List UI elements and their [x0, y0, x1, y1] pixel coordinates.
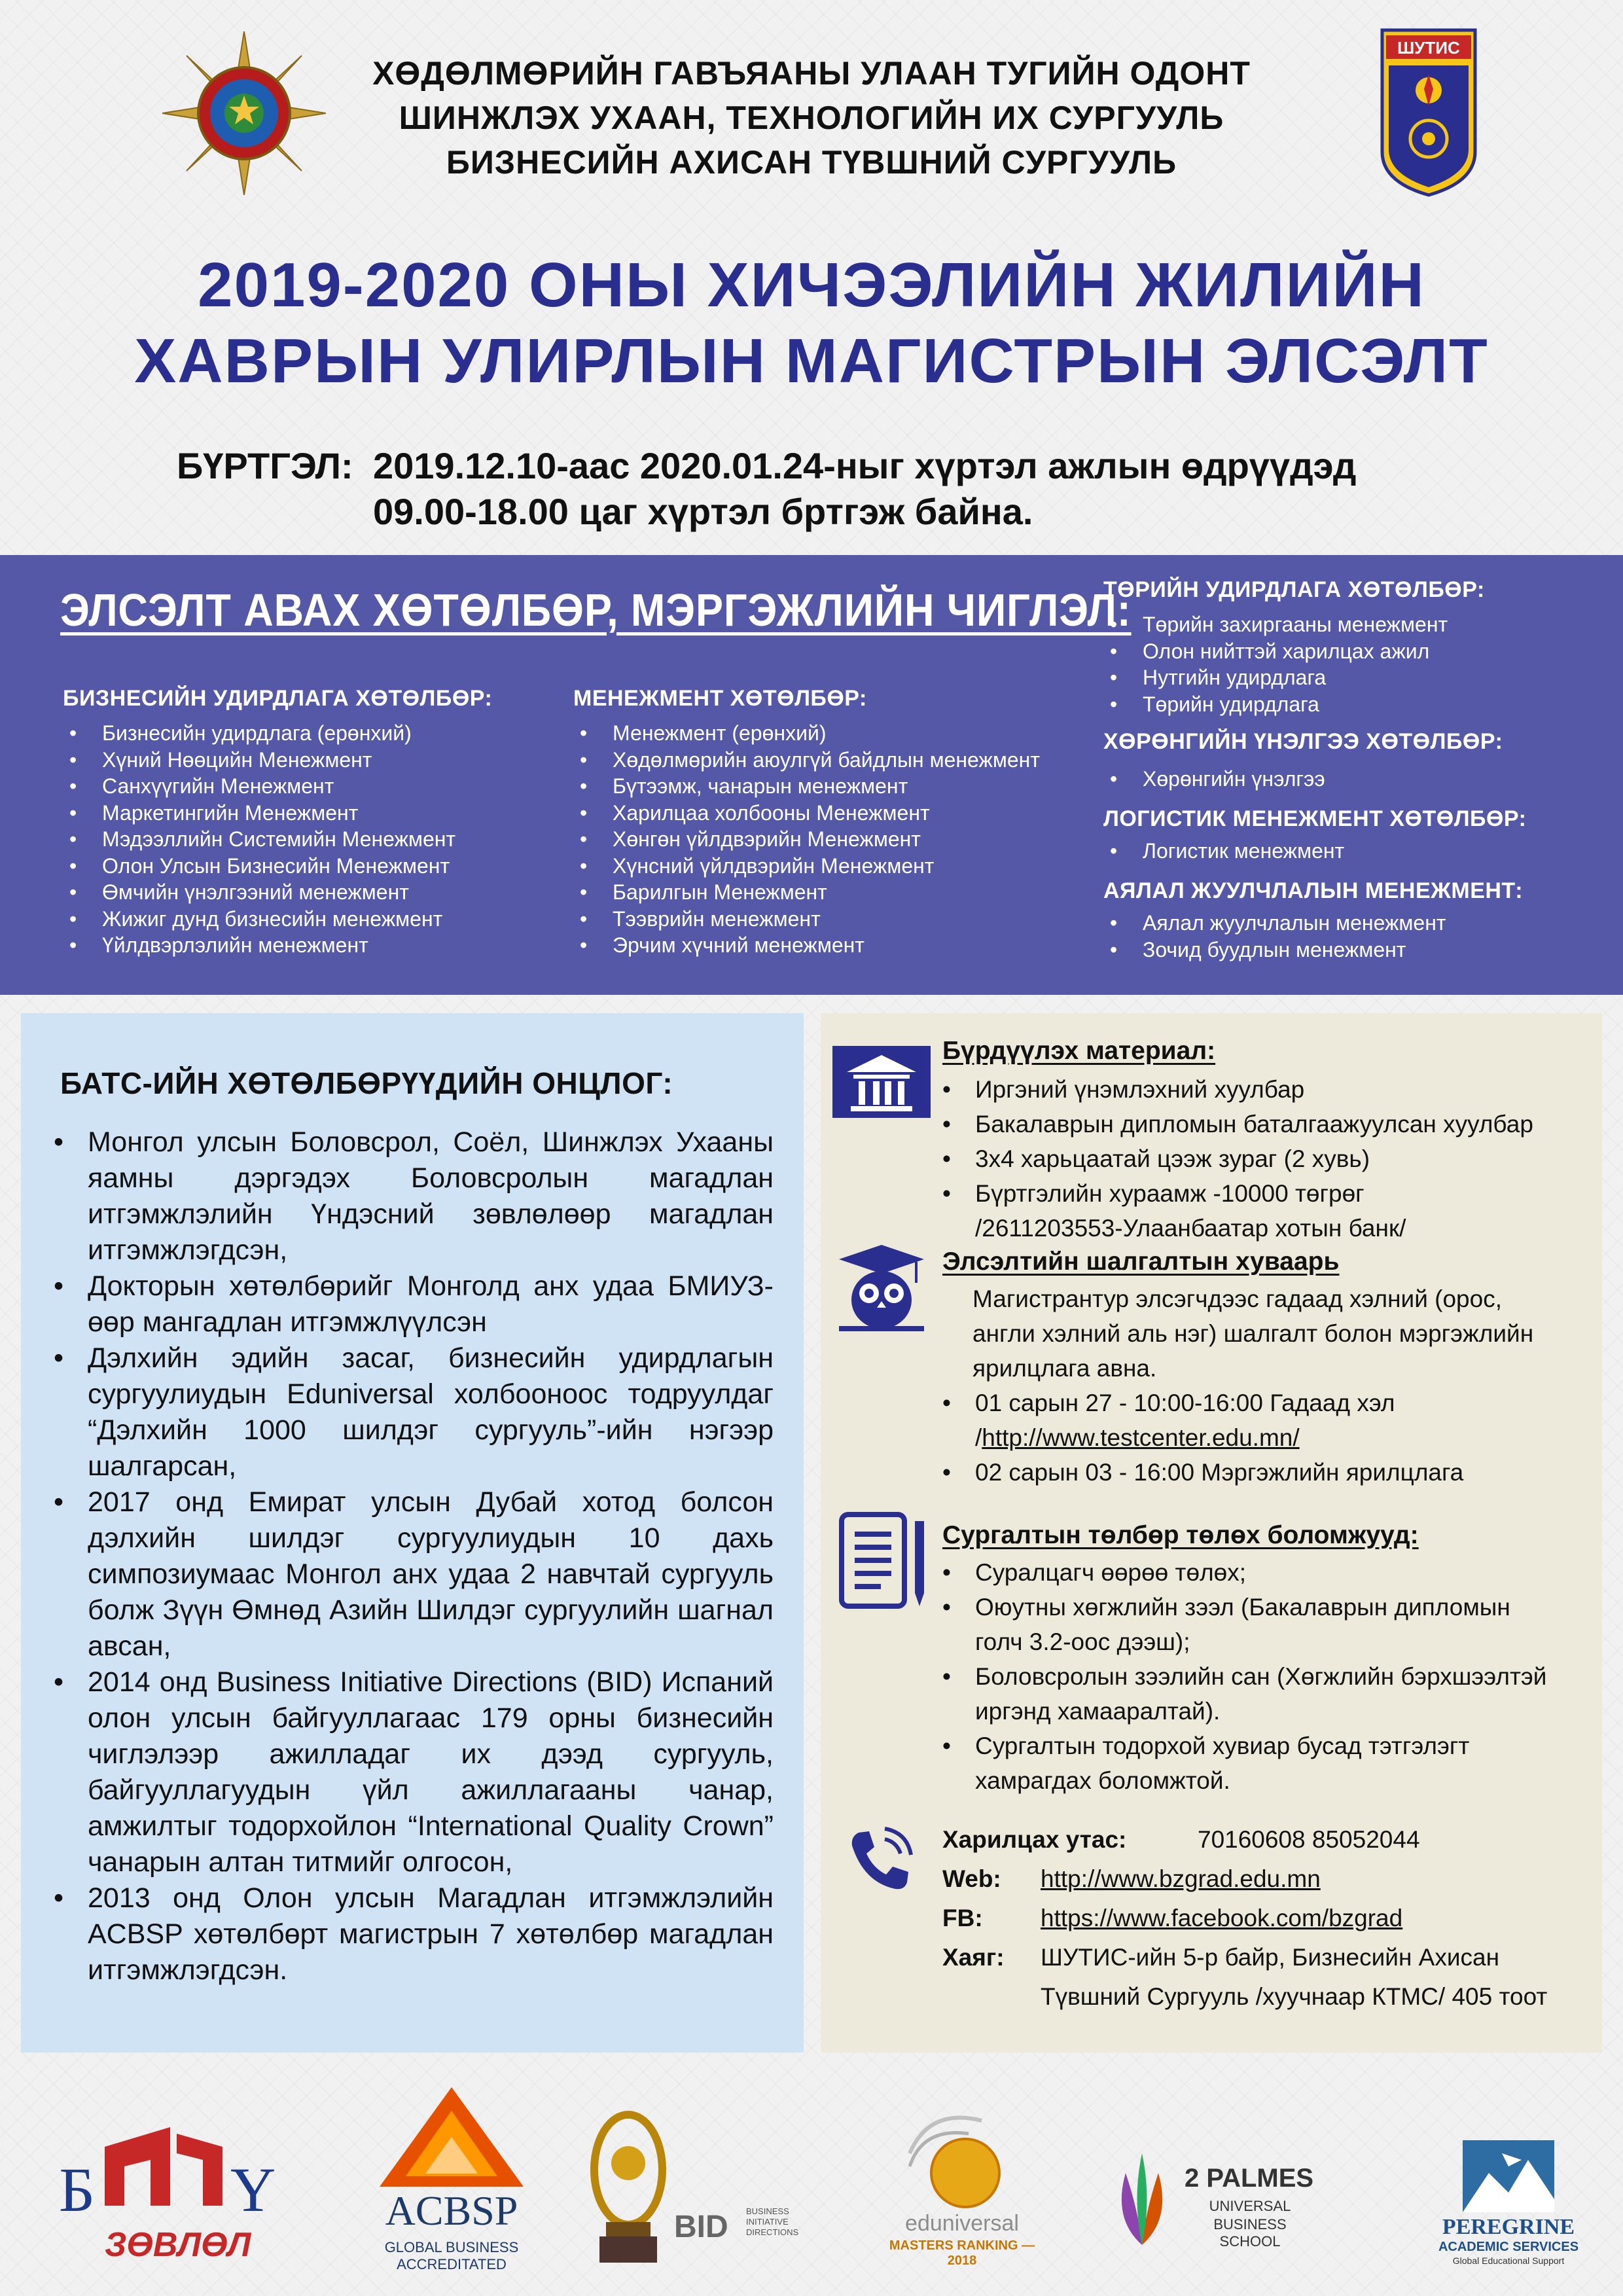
peregrine-text-1: PEREGRINE [1442, 2215, 1575, 2239]
exam-schedule-list [937, 1386, 1463, 1490]
list-item: • Мэдээллийн Системийн Менежмент [63, 826, 455, 853]
list-item: • Эрчим хүчний менежмент [573, 932, 1040, 959]
palmes-text-3: BUSINESS SCHOOL [1213, 2216, 1287, 2250]
list-item: хамрагдах боломжтой. [975, 1767, 1230, 1794]
institution-icon [832, 1046, 931, 1118]
list-item: • Иргэний үнэмлэхний хуулбар [937, 1072, 1533, 1107]
management-program-title: МЕНЕЖМЕНТ ХӨТӨЛБӨР: [573, 686, 867, 711]
contact-address-row [942, 1940, 1499, 1975]
features-list [47, 1124, 774, 1988]
phone-label: Харилцах утас: [942, 1826, 1127, 1853]
list-item: • Төрийн захиргааны менежмент [1103, 611, 1448, 638]
bid-text: BID [674, 2210, 728, 2244]
list-item: иргэнд хамааралтай). [975, 1698, 1221, 1725]
peregrine-logo [1427, 2140, 1590, 2271]
registration-label: БҮРТГЭЛ: [177, 445, 353, 486]
bmiuz-logo [59, 2121, 276, 2265]
list-item: голч 3.2-оос дээш); [975, 1628, 1190, 1655]
header-line-3: БИЗНЕСИЙН АХИСАН ТҮВШНИЙ СУРГУУЛЬ [446, 144, 1177, 181]
peregrine-text-3: Global Educational Support [1452, 2255, 1565, 2266]
list-item: • Аялал жуулчлалын менежмент [1103, 910, 1446, 937]
contact-web-row [942, 1861, 1321, 1896]
bid-logo [582, 2111, 818, 2268]
eduniversal-text: eduniversal [905, 2211, 1019, 2236]
list-item: • 2017 онд Емират улсын Дубай хотод болсон дэлхийн шилдэг сургуулиудын 10 дахь симпозиумаас Монгол анх удаа 2 навчтай сургууль болж Зүүн Өмнөд Азийн Шилдэг сургуулийн шагнал авсан, [47, 1484, 774, 1664]
peregrine-text-2: ACADEMIC SERVICES [1438, 2240, 1579, 2254]
list-item: • Нутгийн удирдлага [1103, 664, 1448, 691]
facebook-link[interactable]: https://www.facebook.com/bzgrad [1041, 1905, 1403, 1931]
acbsp-sub-2: ACCREDITATED [397, 2256, 507, 2272]
list-item: • Менежмент (ерөнхий) [573, 720, 1040, 747]
link-prefix: / [975, 1424, 982, 1451]
web-label: Web: [942, 1865, 1001, 1892]
list-item: • Дэлхийн эдийн засаг, бизнесийн удирдлагын сургуулиудын Eduniversal холбооноос тодруулдаг “Дэлхийн 1000 шилдэг сургууль”-ийн нэгээр шалгарсан, [47, 1340, 774, 1484]
list-item: • Хөдөлмөрийн аюулгүй байдлын менежмент [573, 747, 1040, 774]
list-item: • Бакалаврын дипломын баталгаажуулсан хуулбар [937, 1107, 1533, 1141]
acbsp-text: ACBSP [385, 2187, 518, 2234]
programs-heading: ЭЛСЭЛТ АВАХ ХӨТӨЛБӨР, МЭРГЭЖЛИЙН ЧИГЛЭЛ: [60, 584, 1132, 636]
title-line-1: 2019-2020 ОНЫ ХИЧЭЭЛИЙН ЖИЛИЙН [198, 250, 1425, 320]
list-item: • Зочид буудлын менежмент [1103, 937, 1446, 963]
list-item: • Харилцаа холбооны Менежмент [573, 800, 1040, 827]
logistics-program-title: ЛОГИСТИК МЕНЕЖМЕНТ ХӨТӨЛБӨР: [1103, 806, 1527, 831]
registration-line-1: 2019.12.10-аас 2020.01.24-ныг хүртэл ажлын өдрүүдэд [373, 445, 1357, 486]
business-program-list [63, 720, 455, 959]
list-item: • Хүнсний үйлдвэрийн Менежмент [573, 853, 1040, 880]
header-line-1: ХӨДӨЛМӨРИЙН ГАВЪЯАНЫ УЛААН ТУГИЙН ОДОНТ [372, 55, 1251, 92]
list-item: • Хөрөнгийн үнэлгээ [1103, 766, 1325, 793]
list-item: • Хүний Нөөцийн Менежмент [63, 747, 455, 774]
bid-sub: BUSINESS INITIATIVE DIRECTIONS [746, 2206, 799, 2237]
must-logo-text: ШУТИС [1397, 38, 1460, 58]
list-item: • Бүтээмж, чанарын менежмент [573, 773, 1040, 800]
list-item: • 2013 онд Олон улсын Магадлан итгэмжлэлийн ACBSP хөтөлбөрт магистрын 7 хөтөлбөр магадлан итгэмжлэгдсэн. [47, 1880, 774, 1988]
payment-heading: Сургалтын төлбөр төлөх боломжууд: [942, 1521, 1419, 1549]
palmes-text-2: UNIVERSAL [1209, 2198, 1291, 2214]
owl-graduate-icon [832, 1242, 931, 1334]
payment-list [937, 1555, 1546, 1798]
list-item: • Олон Улсын Бизнесийн Менежмент [63, 853, 455, 880]
programs-band [0, 555, 1623, 995]
list-item: • Логистик менежмент [1103, 838, 1344, 865]
list-item: • 3х4 харьцаатай цээж зураг (2 хувь) [937, 1141, 1533, 1176]
list-item [937, 1420, 1463, 1455]
exam-intro-3: ярилцлага авна. [972, 1355, 1157, 1382]
list-item: • Төрийн удирдлага [1103, 691, 1448, 718]
list-item: • Барилгын Менежмент [573, 879, 1040, 906]
public-program-title: ТӨРИЙН УДИРДЛАГА ХӨТӨЛБӨР: [1103, 577, 1485, 602]
tourism-program-list [1103, 910, 1446, 963]
testcenter-link[interactable]: http://www.testcenter.edu.mn/ [982, 1424, 1300, 1451]
list-item: • Маркетингийн Менежмент [63, 800, 455, 827]
list-item: • Үйлдвэрлэлийн менежмент [63, 932, 455, 959]
public-program-list [1103, 611, 1448, 717]
exam-heading: Элсэлтийн шалгалтын хуваарь [942, 1247, 1340, 1276]
business-program-title: БИЗНЕСИЙН УДИРДЛАГА ХӨТӨЛБӨР: [63, 686, 493, 711]
web-link[interactable]: http://www.bzgrad.edu.mn [1041, 1865, 1321, 1892]
eduniversal-sub: MASTERS RANKING — 2018 [889, 2238, 1035, 2268]
logistics-program-list [1103, 838, 1344, 865]
list-item: • Оюутны хөгжлийн зээл (Бакалаврын дипломын [937, 1590, 1546, 1624]
contact-phone-row [942, 1822, 1420, 1857]
registration-line-2: 09.00-18.00 цаг хүртэл бртгэж байна. [373, 491, 1033, 532]
phone-icon [844, 1825, 916, 1897]
list-item: • Бизнесийн удирдлага (ерөнхий) [63, 720, 455, 747]
list-item: • Өмчийн үнэлгээний менежмент [63, 879, 455, 906]
header-line-2: ШИНЖЛЭХ УХААН, ТЕХНОЛОГИЙН ИХ СУРГУУЛЬ [399, 99, 1224, 136]
bmiuz-letter-b: Б [59, 2155, 96, 2225]
list-item: • 01 сарын 27 - 10:00-16:00 Гадаад хэл [937, 1386, 1463, 1420]
acbsp-sub-1: GLOBAL BUSINESS [384, 2239, 519, 2255]
contact-fb-row [942, 1901, 1402, 1935]
list-item: • Тээврийн менежмент [573, 906, 1040, 933]
eduniversal-logo [883, 2101, 1041, 2271]
bmiuz-letter-y: Y [230, 2155, 276, 2225]
palmes-text-1: 2 PALMES [1185, 2164, 1314, 2193]
exam-intro-1: Магистрантур элсэгчдээс гадаад хэлний (орос, [972, 1285, 1502, 1312]
list-item: • Суралцагч өөрөө төлөх; [937, 1555, 1546, 1590]
property-program-list [1103, 766, 1325, 793]
list-item: • Докторын хөтөлбөрийг Монголд анх удаа БМИУЗ-өөр мангадлан итгэмжлүүлсэн [47, 1268, 774, 1340]
list-item: • Сургалтын тодорхой хувиар бусад тэтгэлэгт [937, 1729, 1546, 1763]
phone-numbers: 70160608 85052044 [1198, 1826, 1420, 1853]
must-logo [1380, 27, 1478, 198]
list-item: • Санхүүгийн Менежмент [63, 773, 455, 800]
list-item: • Олон нийттэй харилцах ажил [1103, 638, 1448, 665]
exam-intro-2: англи хэлний аль нэг) шалгалт болон мэргэжлийн [972, 1320, 1534, 1347]
list-item: • Бүртгэлийн хураамж -10000 төгрөг [937, 1176, 1533, 1211]
info-box [821, 1013, 1602, 2053]
fb-label: FB: [942, 1905, 983, 1931]
materials-list [937, 1072, 1533, 1246]
address-label: Хаяг: [942, 1944, 1005, 1971]
bmiuz-text: ЗӨВЛӨЛ [105, 2226, 251, 2264]
address-line-1: ШУТИС-ийн 5-р байр, Бизнесийн Ахисан [1041, 1944, 1500, 1971]
list-item: • Хөнгөн үйлдвэрийн Менежмент [573, 826, 1040, 853]
document-pen-icon [839, 1512, 931, 1610]
features-box [21, 1013, 804, 2053]
list-item: • Жижиг дунд бизнесийн менежмент [63, 906, 455, 933]
list-item: • Монгол улсын Боловсрол, Соёл, Шинжлэх Ухааны яамны дэргэдэх Боловсролын магадлан итгэмжлэлийн Үндэсний зөвлөлөөр магадлан итгэмжлэгдсэн, [47, 1124, 774, 1268]
list-item: • 02 сарын 03 - 16:00 Мэргэжлийн ярилцлага [937, 1455, 1463, 1490]
address-line-2: Түвшний Сургууль /хуучнаар КТМС/ 405 тоот [1041, 1983, 1548, 2010]
acbsp-logo [366, 2085, 537, 2274]
list-item: /2611203553-Улаанбаатар хотын банк/ [975, 1215, 1406, 1242]
list-item: • Боловсролын зээлийн сан (Хөгжлийн бэрхшээлтэй [937, 1659, 1546, 1694]
tourism-program-title: АЯЛАЛ ЖУУЛЧЛАЛЫН МЕНЕЖМЕНТ: [1103, 878, 1524, 903]
property-program-title: ХӨРӨНГИЙН ҮНЭЛГЭЭ ХӨТӨЛБӨР: [1103, 729, 1503, 754]
features-heading: БАТС-ИЙН ХӨТӨЛБӨРҮҮДИЙН ОНЦЛОГ: [60, 1066, 673, 1100]
palmes-logo [1106, 2140, 1329, 2265]
materials-heading: Бүрдүүлэх материал: [942, 1037, 1216, 1065]
list-item: • 2014 онд Business Initiative Directions (BID) Испаний олон улсын байгууллагаас 179 орны бизнесийн чиглэлээр ажилладаг их дээд сургууль, байгууллагуудын үйл ажиллагааны чанар, амжилтыг тодорхойлон “International Quality Crown” чанарын алтан титмийг олгосон, [47, 1664, 774, 1880]
management-program-list [573, 720, 1040, 959]
title-line-2: ХАВРЫН УЛИРЛЫН МАГИСТРЫН ЭЛСЭЛТ [134, 326, 1489, 396]
